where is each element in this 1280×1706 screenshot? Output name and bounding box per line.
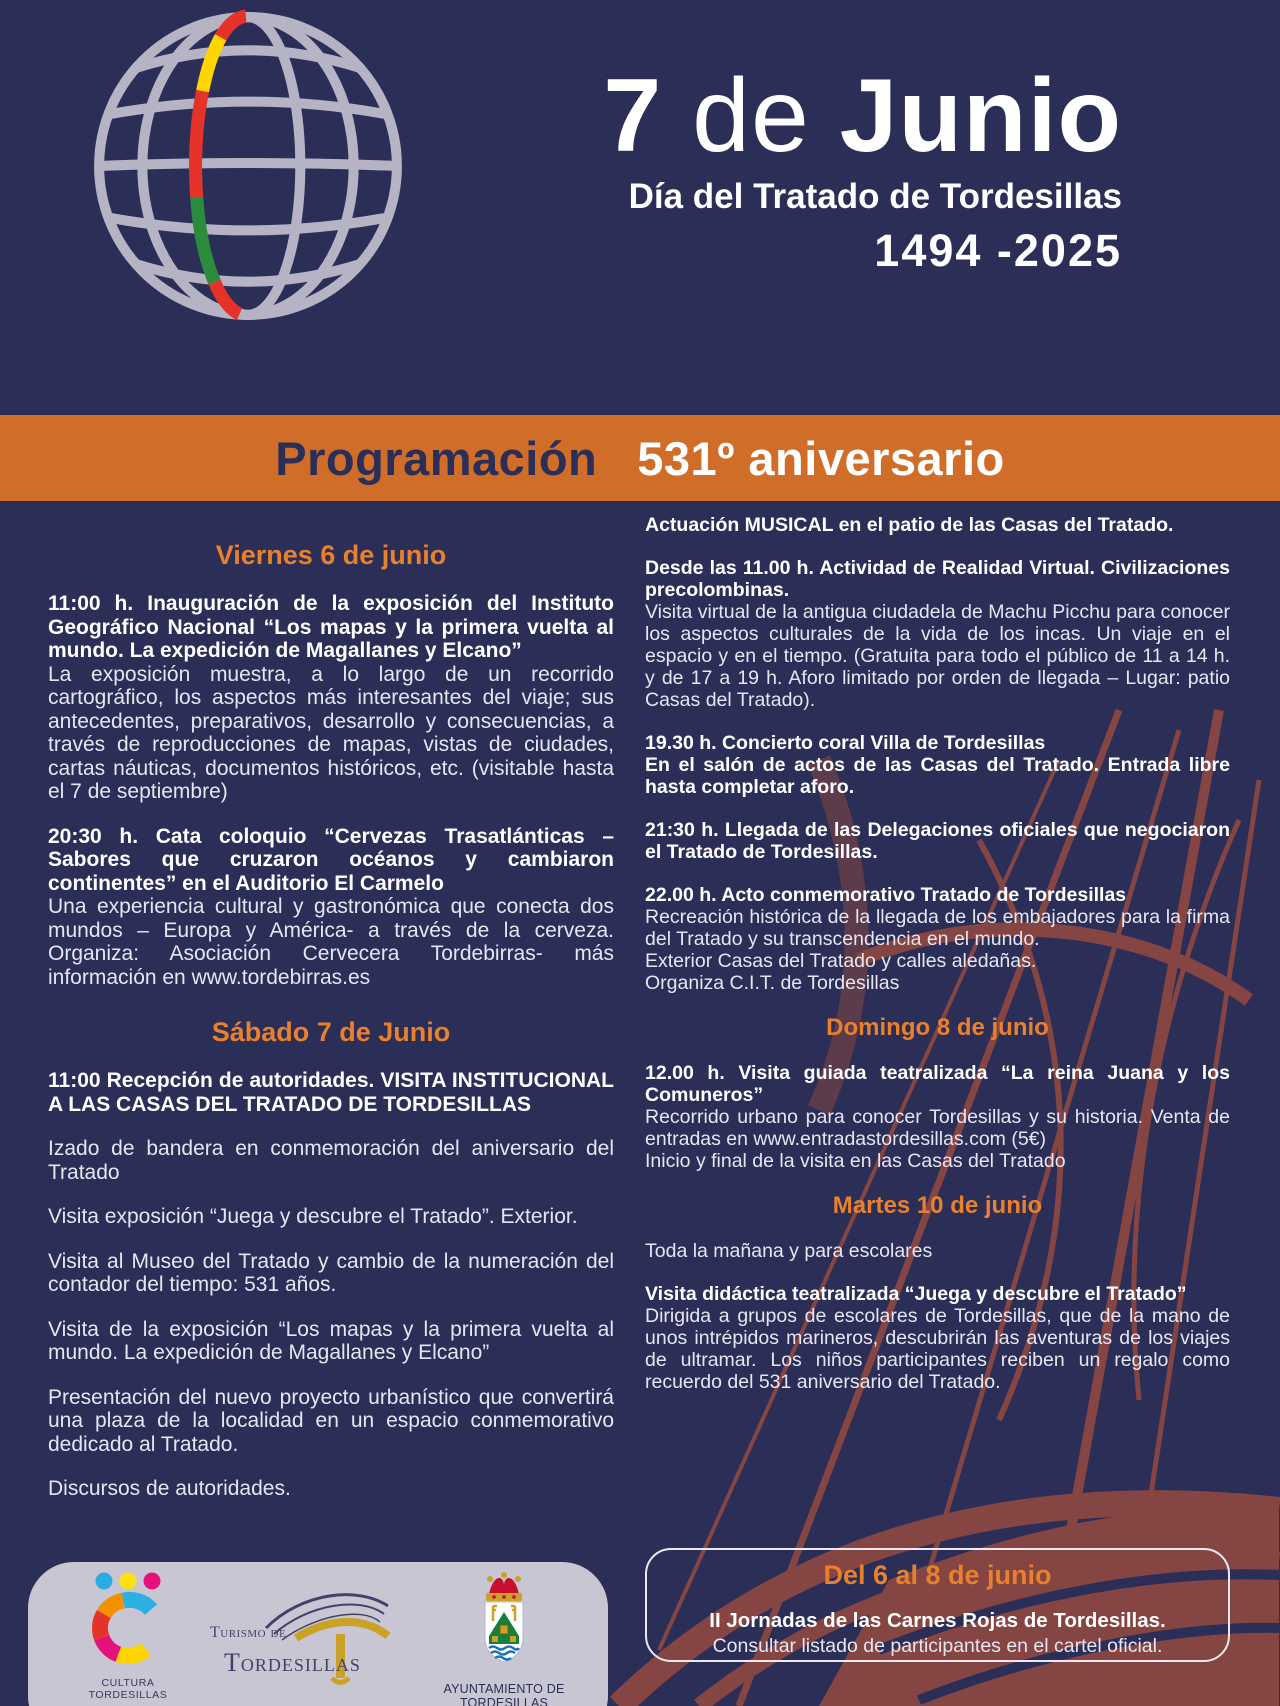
- program-text: Exterior Casas del Tratado y calles aledañas.: [645, 950, 1037, 972]
- program-text: Visita de la exposición “Los mapas y la primera vuelta al mundo. La expedición de Magallanes y Elcano”: [48, 1317, 614, 1364]
- program-text: 19.30 h. Concierto coral Villa de Tordesillas: [645, 732, 1046, 754]
- program-text: Izado de bandera en conmemoración del aniversario del Tratado: [48, 1137, 614, 1184]
- program-text: Discursos de autoridades.: [48, 1477, 291, 1500]
- section-heading: Martes 10 de junio: [832, 1192, 1043, 1219]
- title-month: Junio: [839, 58, 1122, 174]
- ayuntamiento-logo-caption: AYUNTAMIENTO DE TORDESILLAS: [443, 1682, 565, 1706]
- program-text: Inicio y final de la visita en las Casas del Tratado: [645, 1150, 1066, 1172]
- poster-years: 1494 -2025: [874, 225, 1122, 276]
- program-text: 22.00 h. Acto conmemorativo Tratado de Tordesillas: [645, 884, 1127, 906]
- section-heading: Domingo 8 de junio: [826, 1014, 1049, 1041]
- program-text: 12.00 h. Visita guiada teatralizada “La reina Juana y los Comuneros”: [645, 1062, 1230, 1106]
- program-banner: [0, 415, 1280, 501]
- carnes-rojas-info-box: [645, 1548, 1230, 1662]
- title-day: 7: [603, 58, 663, 174]
- program-text: Visita didáctica teatralizada “Juega y descubre el Tratado”: [645, 1283, 1187, 1305]
- program-text: La exposición muestra, a lo largo de un recorrido cartográfico, los aspectos más interesantes del viaje; sus antecedentes, preparativos, desarrollo y consecuencias, a través de reproducciones de mapas, vistas de ciudades, cartas náuticas, documentos históricos, etc. (visitable hasta el 7 de septiembre): [48, 662, 614, 803]
- cultura-tordesillas-logo: [62, 1570, 194, 1701]
- subtitle-bold: Tratado de Tordesillas: [753, 177, 1122, 216]
- program-text: Dirigida a grupos de escolares de Tordesillas, que de la mano de unos intrépidos marineros, descubrirán las aventuras de los viajes de ultramar. Los niños participantes reciben un regalo como recuerdo del 531 aniversario del Tratado.: [645, 1305, 1230, 1393]
- program-text: 20:30 h. Cata coloquio “Cervezas Trasatlánticas – Sabores que cruzaron océanos y cambiaron continentes” en el Auditorio El Carmelo: [48, 824, 614, 895]
- program-text: Organiza C.I.T. de Tordesillas: [645, 972, 900, 994]
- turismo-logo-text2: Tordesillas: [224, 1648, 361, 1677]
- program-text: Toda la mañana y para escolares: [645, 1240, 933, 1262]
- poster-title: [603, 60, 1122, 172]
- program-text: Recorrido urbano para conocer Tordesillas y su historia. Venta de entradas en www.entradastordesillas.com (5€): [645, 1106, 1230, 1150]
- program-text: 21:30 h. Llegada de las Delegaciones oficiales que negociaron el Tratado de Tordesillas.: [645, 819, 1230, 863]
- cultura-logo-icon: [80, 1657, 176, 1674]
- program-text: Visita virtual de la antigua ciudadela de Machu Picchu para conocer los aspectos culturales de la vida de los incas. Un viaje en el espacio y en el tiempo. (Gratuita para todo el público de 11 a 14 h. y de 17 a 19 h. Aforo limitado por orden de llegada – Lugar: patio Casas del Tratado).: [645, 601, 1230, 711]
- subtitle-prefix: Día del: [628, 177, 754, 216]
- ayuntamiento-tordesillas-logo: [406, 1568, 602, 1706]
- program-column-left: [48, 512, 614, 1501]
- program-text: Desde las 11.00 h. Actividad de Realidad Virtual. Civilizaciones precolombinas.: [645, 557, 1230, 601]
- section-heading: Sábado 7 de Junio: [211, 1017, 451, 1047]
- banner-subtitle: 531º aniversario: [637, 431, 1005, 485]
- ayuntamiento-crest-icon: [469, 1663, 539, 1680]
- poster-subtitle: [603, 176, 1122, 218]
- info-box-line1: II Jornadas de las Carnes Rojas de Tordesillas.: [709, 1609, 1166, 1632]
- program-text: Presentación del nuevo proyecto urbanístico que convertirá una plaza de la localidad en un espacio conmemorativo dedicado al Tratado.: [48, 1385, 614, 1456]
- program-text: 11:00 h. Inauguración de la exposición del Instituto Geográfico Nacional “Los mapas y la primera vuelta al mundo. La expedición de Magallanes y Elcano”: [48, 592, 614, 662]
- poster-title-block: [603, 60, 1122, 276]
- program-text: Visita al Museo del Tratado y cambio de la numeración del contador del tiempo: 531 años.: [48, 1249, 614, 1296]
- section-heading: Viernes 6 de junio: [215, 540, 447, 570]
- program-text: Una experiencia cultural y gastronómica que conecta dos mundos – Europa y América- a través de la cerveza. Organiza: Asociación Cervecera Tordebirras- más información en www.tordebirras.es: [48, 895, 614, 989]
- program-text: En el salón de actos de las Casas del Tratado. Entrada libre hasta completar aforo.: [645, 754, 1230, 798]
- info-box-heading: Del 6 al 8 de junio: [823, 1560, 1052, 1590]
- program-text: Recreación histórica de la llegada de los embajadores para la firma del Tratado y su transcendencia en el mundo.: [645, 906, 1230, 950]
- program-text: Actuación MUSICAL en el patio de las Casas del Tratado.: [645, 514, 1174, 536]
- turismo-tordesillas-logo: [208, 1578, 398, 1698]
- turismo-logo-text1: Turismo de: [210, 1624, 287, 1641]
- banner-title: Programación: [275, 431, 598, 485]
- program-text: 11:00 Recepción de autoridades. VISITA INSTITUCIONAL A LAS CASAS DEL TRATADO DE TORDESILLAS: [48, 1069, 614, 1116]
- program-column-right: [645, 514, 1230, 1393]
- info-box-line2: Consultar listado de participantes en el cartel oficial.: [712, 1635, 1163, 1657]
- globe-meridian-logo-icon: [82, 2, 414, 334]
- program-text: Visita exposición “Juega y descubre el Tratado”. Exterior.: [48, 1205, 578, 1228]
- title-connector: de: [662, 58, 840, 174]
- sponsor-logos-card: [28, 1562, 608, 1706]
- cultura-logo-caption: CULTURA TORDESILLAS: [88, 1677, 168, 1701]
